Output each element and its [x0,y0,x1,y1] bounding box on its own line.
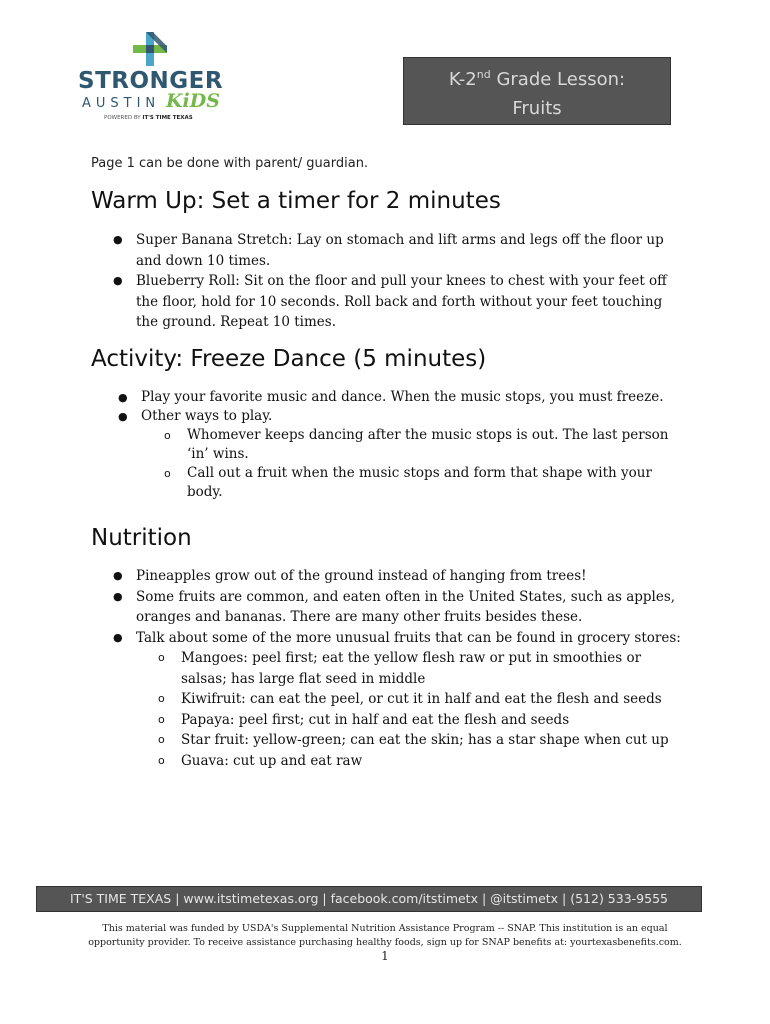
list-item: o Mangoes: peel first; eat the yellow flesh raw or put in smoothies or salsas; has large flat seed in middle [158,650,642,687]
warmup-heading: Warm Up: Set a timer for 2 minutes [91,188,501,214]
bullet-icon: ● [118,410,128,423]
lesson-title-box [403,57,671,125]
bullet-icon: ● [113,274,123,287]
lesson-title-line2: Fruits [512,97,562,119]
funding-disclaimer: This material was funded by USDA's Supplemental Nutrition Assistance Program -- SNAP. This institution is an equal opportunity provider. To receive assistance purchasing healthy foods, sign up for SNAP benefits at: yourtexasbenefits.com. [88,923,682,948]
footer-contact-bar: IT'S TIME TEXAS | www.itstimetexas.org | facebook.com/itstimetx | @itstimetx | (512) 533-9555 [36,886,702,912]
logo-sub-text: AUSTIN [82,96,161,111]
list-item: ● Blueberry Roll: Sit on the floor and pull your knees to chest with your feet off the floor, hold for 10 seconds. Roll back and forth without your feet touching the ground. Repeat 10 times. [113,273,667,330]
list-item: ● Super Banana Stretch: Lay on stomach and lift arms and legs off the floor up and down 10 times. [113,232,664,269]
list-item: ● Pineapples grow out of the ground instead of hanging from trees! [0,566,681,587]
stronger-austin-kids-logo [78,32,228,124]
list-item: ● Other ways to play. [118,408,273,424]
list-item: o Call out a fruit when the music stops and form that shape with your body. [164,465,652,500]
nutrition-heading: Nutrition [91,525,192,551]
activity-list [0,388,669,502]
circle-bullet-icon: o [158,753,165,767]
bullet-icon: ● [113,569,123,582]
nutrition-list [0,566,681,771]
intro-text: Page 1 can be done with parent/ guardian. [91,156,369,171]
circle-bullet-icon: o [158,733,165,746]
logo-mark-icon [133,32,167,66]
bullet-icon: ● [113,589,123,603]
logo-kids-text: KiDS [166,90,220,112]
circle-bullet-icon: o [158,651,165,664]
list-item: o Papaya: peel first; cut in half and eat the flesh and seeds [0,710,681,731]
circle-bullet-icon: o [164,467,171,480]
logo-powered-by: POWERED BY IT'S TIME TEXAS [104,115,193,121]
circle-bullet-icon: o [164,429,171,442]
bullet-icon: ● [113,630,123,644]
list-item: ● Play your favorite music and dance. When the music stops, you must freeze. [118,389,664,405]
list-item: o Star fruit: yellow-green; can eat the skin; has a star shape when cut up [0,730,681,751]
bullet-icon: ● [113,233,123,246]
page-number: 1 [381,949,389,963]
circle-bullet-icon: o [158,692,165,705]
circle-bullet-icon: o [158,712,165,726]
activity-heading: Activity: Freeze Dance (5 minutes) [91,346,487,372]
bullet-icon: ● [118,391,128,404]
list-item: o Whomever keeps dancing after the music stops is out. The last person ‘in’ wins. [164,427,669,462]
logo-brand-text: STRONGER [78,68,224,94]
warmup-list [0,230,667,333]
lesson-title-line1: K-2nd Grade Lesson: [448,67,626,90]
list-item: ● Talk about some of the more unusual fruits that can be found in grocery stores: [0,628,681,649]
list-item: o Kiwifruit: can eat the peel, or cut it in half and eat the flesh and seeds [0,689,681,710]
list-item: ● Some fruits are common, and eaten often in the United States, such as apples, oranges and bananas. There are many other fruits besides these. [113,588,676,625]
list-item: o Guava: cut up and eat raw [0,751,681,772]
